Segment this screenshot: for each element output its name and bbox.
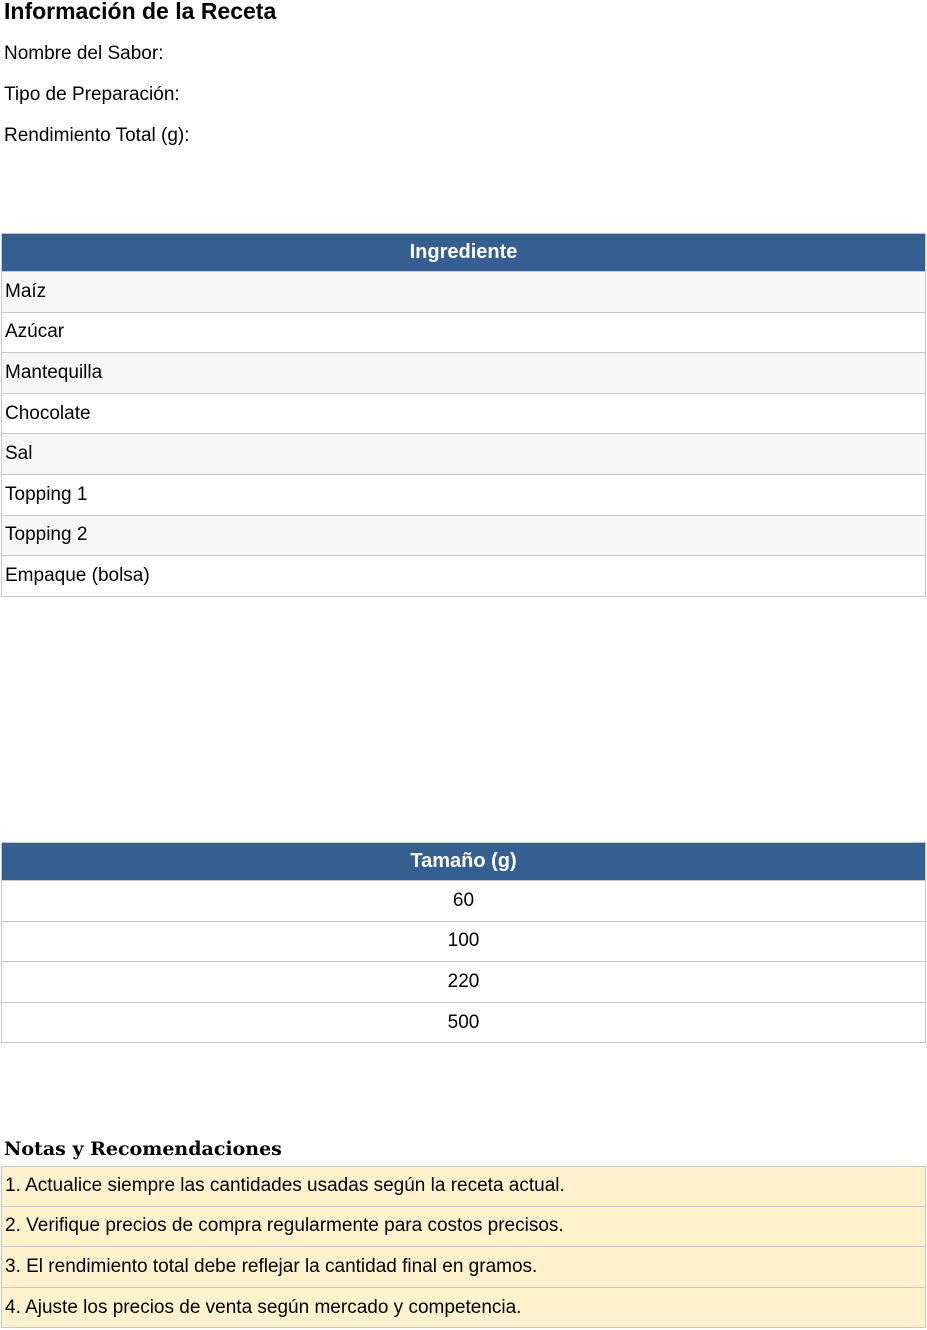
note-item[interactable]: 4. Ajuste los precios de venta según mercado y competencia. <box>1 1288 926 1329</box>
info-label-flavor-name: Nombre del Sabor: <box>4 43 164 64</box>
ingredient-row[interactable]: Empaque (bolsa) <box>1 556 926 597</box>
note-item[interactable]: 2. Verifique precios de compra regularmente para costos precisos. <box>1 1207 926 1248</box>
notes-title: Notas y Recomendaciones <box>4 1138 282 1160</box>
note-item[interactable]: 1. Actualice siempre las cantidades usadas según la receta actual. <box>1 1166 926 1207</box>
size-row[interactable]: 220 <box>1 962 926 1003</box>
ingredient-row[interactable]: Chocolate <box>1 394 926 435</box>
info-label-total-yield: Rendimiento Total (g): <box>4 125 190 146</box>
ingredient-row[interactable]: Topping 2 <box>1 516 926 557</box>
ingredient-row[interactable]: Sal <box>1 434 926 475</box>
ingredient-row[interactable]: Maíz <box>1 272 926 313</box>
sizes-header[interactable]: Tamaño (g) <box>1 842 926 881</box>
ingredients-header[interactable]: Ingrediente <box>1 233 926 272</box>
size-row[interactable]: 500 <box>1 1003 926 1044</box>
ingredients-table <box>1 233 926 597</box>
info-label-preparation-type: Tipo de Preparación: <box>4 84 180 105</box>
notes-list <box>1 1166 926 1328</box>
ingredient-row[interactable]: Topping 1 <box>1 475 926 516</box>
size-row[interactable]: 60 <box>1 881 926 922</box>
ingredient-row[interactable]: Mantequilla <box>1 353 926 394</box>
recipe-title: Información de la Receta <box>4 0 277 24</box>
size-row[interactable]: 100 <box>1 922 926 963</box>
note-item[interactable]: 3. El rendimiento total debe reflejar la cantidad final en gramos. <box>1 1247 926 1288</box>
ingredient-row[interactable]: Azúcar <box>1 313 926 354</box>
sizes-table <box>1 842 926 1043</box>
